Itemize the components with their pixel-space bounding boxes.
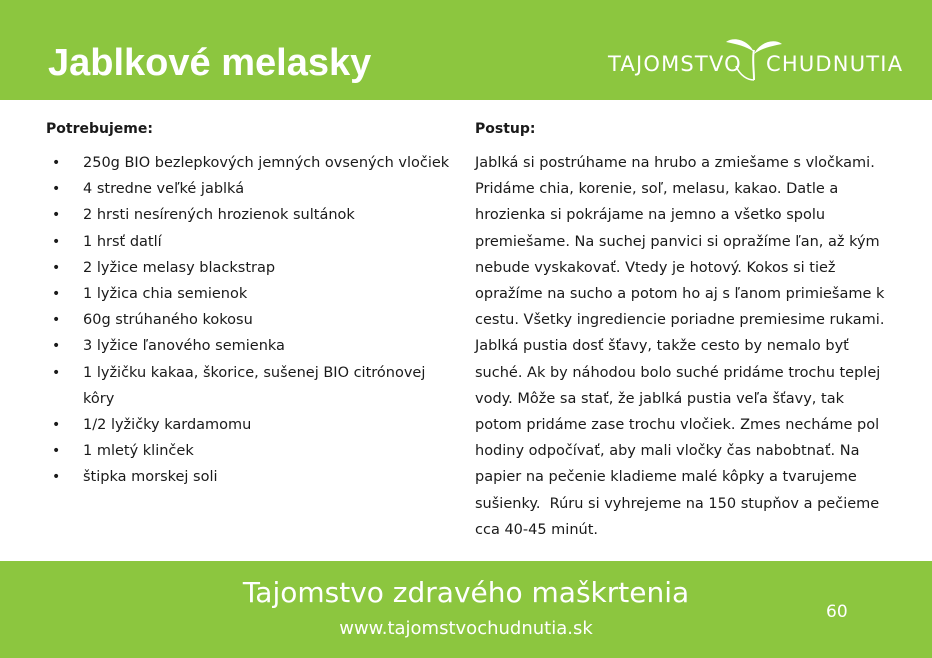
header-band <box>0 0 932 100</box>
method-line: cestu. Všetky ingrediencie poriadne premiesime rukami. <box>475 312 885 329</box>
bullet-icon: • <box>52 181 61 198</box>
footer-band <box>0 561 932 658</box>
bullet-icon: • <box>52 207 61 224</box>
list-item: • štipka morskej soli <box>52 464 452 490</box>
method-line: nebude vyskakovať. Vtedy je hotový. Kokos si tiež <box>475 259 836 276</box>
list-item: • 2 hrsti nesírených hrozienok sultánok <box>52 202 452 228</box>
method-line: Jablká si postrúhame na hrubo a zmiešame s vločkami. <box>475 155 875 171</box>
method-line: sušienky. Rúru si vyhrejeme na 150 stupňov a pečieme <box>475 495 880 512</box>
footer-title: Tajomstvo zdravého maškrtenia <box>242 576 690 609</box>
list-item: • 250g BIO bezlepkových jemných ovsených vločiek <box>52 150 452 176</box>
list-item: • 60g strúhaného kokosu <box>52 307 452 333</box>
list-item: • 4 stredne veľké jablká <box>52 176 452 202</box>
list-item: • 1 lyžica chia semienok <box>52 281 452 307</box>
bullet-icon: • <box>52 155 61 171</box>
bullet-icon: • <box>52 259 61 276</box>
method-line: suché. Ak by náhodou bolo suché pridáme trochu teplej <box>475 364 881 381</box>
method-line: vody. Môže sa stať, že jablká pustia veľa šťavy, tak <box>475 390 844 407</box>
ingredients-heading: Potrebujeme: <box>46 121 153 137</box>
list-item: • 3 lyžice ľanového semienka <box>52 333 452 359</box>
page-number: 60 <box>826 602 848 622</box>
list-item: • 1 mletý klinček <box>52 438 452 464</box>
bullet-icon: • <box>52 469 61 486</box>
method-line: Pridáme chia, korenie, soľ, melasu, kakao. Datle a <box>475 181 839 198</box>
brand-logo-right-text: CHUDNUTIA <box>766 52 904 76</box>
bullet-icon: • <box>52 417 61 434</box>
bullet-icon: • <box>52 443 61 460</box>
method-line: Jablká pustia dosť šťavy, takže cesto by nemalo byť <box>475 338 849 355</box>
bullet-icon: • <box>52 338 61 355</box>
list-item: • 1 lyžičku kakaa, škorice, sušenej BIO citrónovej kôry <box>52 360 452 412</box>
method-line: cca 40-45 minút. <box>475 521 599 538</box>
brand-logo-left-text: TAJOMSTVO <box>608 52 742 76</box>
footer-url[interactable]: www.tajomstvochudnutia.sk <box>339 618 593 639</box>
method-heading: Postup: <box>475 121 536 137</box>
bullet-icon: • <box>52 312 61 329</box>
list-item: • 2 lyžice melasy blackstrap <box>52 255 452 281</box>
ingredients-list <box>52 150 452 491</box>
method-line: hodiny odpočívať, aby mali vločky čas nabobtnať. Na <box>475 443 860 460</box>
bullet-icon: • <box>52 233 61 250</box>
list-item-continuation: kôry <box>83 390 115 407</box>
method-line: hrozienka si pokrájame na jemno a všetko spolu <box>475 207 826 224</box>
method-line: papier na pečenie kladieme malé kôpky a tvarujeme <box>475 469 857 486</box>
bullet-icon: • <box>52 286 61 303</box>
method-line: potom pridáme zase trochu vločiek. Zmes necháme pol <box>475 417 880 434</box>
list-item: • 1 hrsť datlí <box>52 229 452 255</box>
method-line: premiešame. Na suchej panvici si opražíme ľan, až kým <box>475 233 880 250</box>
method-line: opražíme na sucho a potom ho aj s ľanom primiešame k <box>475 286 885 303</box>
list-item: • 1/2 lyžičky kardamomu <box>52 412 452 438</box>
page-title: Jablkové melasky <box>48 42 372 84</box>
bullet-icon: • <box>52 364 61 381</box>
method-paragraph <box>475 150 895 543</box>
brand-logo <box>608 32 908 92</box>
